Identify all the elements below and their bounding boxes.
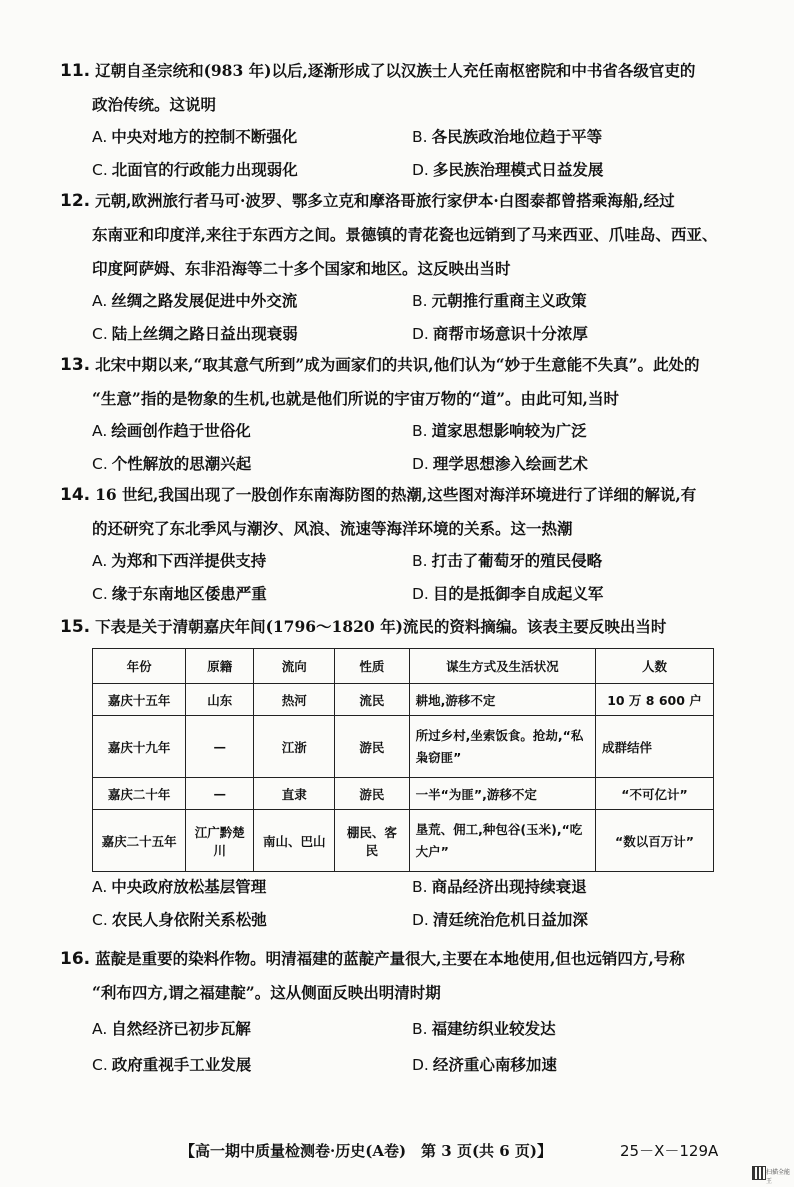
option-label: B. — [412, 422, 428, 440]
option-label: D. — [412, 161, 429, 179]
table-row — [93, 778, 714, 810]
options — [92, 122, 760, 192]
option-text: 理学思想渗入绘画艺术 — [432, 454, 588, 473]
option-d[interactable] — [412, 579, 603, 609]
option-b[interactable] — [412, 122, 602, 152]
table-cell: 江广黔楚川 — [186, 810, 254, 872]
table-cell: “数以百万计” — [595, 810, 713, 872]
option-label: B. — [412, 552, 428, 570]
column-header: 原籍 — [186, 649, 254, 684]
scanner-watermark: 扫描全能王 — [766, 1169, 791, 1185]
options — [92, 416, 760, 486]
table-cell: 流民 — [335, 684, 410, 716]
table-cell: — — [186, 716, 254, 778]
option-text: 缘于东南地区倭患严重 — [111, 584, 267, 603]
option-label: B. — [412, 292, 428, 310]
migrant-data-table — [92, 648, 714, 872]
option-text: 北面官的行政能力出现弱化 — [111, 160, 298, 179]
stem-line: 东南亚和印度洋,来往于东西方之间。景德镇的青花瓷也远销到了马来西亚、爪哇岛、西亚、 — [92, 225, 718, 244]
option-c[interactable] — [92, 905, 267, 935]
stem-line: 元朝,欧洲旅行者马可·波罗、鄂多立克和摩洛哥旅行家伊本·白图泰都曾搭乘海船,经过 — [95, 191, 675, 210]
paper-code: 25－X－129A — [620, 1142, 719, 1160]
option-a[interactable] — [92, 872, 266, 902]
option-label: D. — [412, 455, 429, 473]
option-text: 商帮市场意识十分浓厚 — [432, 324, 588, 343]
option-label: A. — [92, 1020, 108, 1038]
table-cell: 嘉庆二十五年 — [93, 810, 186, 872]
option-d[interactable] — [412, 1050, 557, 1080]
option-text: 绘画创作趋于世俗化 — [111, 421, 251, 440]
option-label: C. — [92, 911, 108, 929]
stem-line: 的还研究了东北季风与潮汐、风浪、流速等海洋环境的关系。这一热潮 — [92, 519, 573, 538]
option-text: 道家思想影响较为广泛 — [431, 421, 587, 440]
question-stem — [60, 610, 760, 644]
question-number: 14. — [60, 485, 91, 505]
qr-code-icon — [752, 1166, 766, 1180]
option-text: 各民族政治地位趋于平等 — [431, 127, 603, 146]
question-number: 12. — [60, 191, 91, 211]
question-stem — [60, 184, 760, 286]
option-text: 清廷统治危机日益加深 — [432, 910, 588, 929]
option-label: A. — [92, 128, 108, 146]
option-a[interactable] — [92, 546, 266, 576]
column-header: 年份 — [93, 649, 186, 684]
question-14 — [60, 478, 760, 616]
table-cell: 游民 — [335, 778, 410, 810]
question-number: 13. — [60, 355, 91, 375]
column-header: 流向 — [254, 649, 335, 684]
stem-line: 蓝靛是重要的染料作物。明清福建的蓝靛产量很大,主要在本地使用,但也远销四方,号称 — [95, 949, 685, 968]
stem-line: 下表是关于清朝嘉庆年间(1796～1820 年)流民的资料摘编。该表主要反映出当时 — [95, 617, 667, 636]
question-13 — [60, 348, 760, 486]
page-footer — [180, 1140, 719, 1161]
table-cell: 一半“为匪”,游移不定 — [409, 778, 595, 810]
option-label: C. — [92, 585, 108, 603]
table-cell: 江浙 — [254, 716, 335, 778]
question-15-options — [60, 872, 760, 942]
question-stem — [60, 54, 760, 122]
option-label: C. — [92, 455, 108, 473]
table-cell: 耕地,游移不定 — [409, 684, 595, 716]
option-b[interactable] — [412, 872, 587, 902]
option-text: 中央对地方的控制不断强化 — [111, 127, 298, 146]
options — [92, 286, 760, 356]
option-d[interactable] — [412, 449, 588, 479]
stem-line: 印度阿萨姆、东非沿海等二十多个国家和地区。这反映出当时 — [92, 259, 511, 278]
option-c[interactable] — [92, 449, 251, 479]
table-cell: 嘉庆十九年 — [93, 716, 186, 778]
column-header: 人数 — [595, 649, 713, 684]
option-label: A. — [92, 422, 108, 440]
options — [92, 1014, 760, 1084]
table-header-row — [93, 649, 714, 684]
stem-line: 辽朝自圣宗统和(983 年)以后,逐渐形成了以汉族士人充任南枢密院和中书省各级官吏的 — [95, 61, 696, 80]
option-text: 陆上丝绸之路日益出现衰弱 — [111, 324, 298, 343]
option-label: B. — [412, 128, 428, 146]
question-stem — [60, 348, 760, 416]
option-label: D. — [412, 1056, 429, 1074]
table-cell: 10 万 8 600 户 — [595, 684, 713, 716]
option-label: D. — [412, 585, 429, 603]
question-16 — [60, 942, 760, 1080]
option-b[interactable] — [412, 416, 587, 446]
option-b[interactable] — [412, 1014, 556, 1044]
table-cell: 成群结伴 — [595, 716, 713, 778]
option-b[interactable] — [412, 286, 587, 316]
question-12 — [60, 184, 760, 356]
option-text: 打击了葡萄牙的殖民侵略 — [431, 551, 603, 570]
option-b[interactable] — [412, 546, 602, 576]
option-label: A. — [92, 292, 108, 310]
option-text: 目的是抵御李自成起义军 — [432, 584, 604, 603]
option-c[interactable] — [92, 319, 298, 349]
option-text: 自然经济已初步瓦解 — [111, 1019, 251, 1038]
table-cell: 热河 — [254, 684, 335, 716]
stem-line: “生意”指的是物象的生机,也就是他们所说的宇宙万物的“道”。由此可知,当时 — [92, 389, 619, 408]
table-cell: 所过乡村,坐索饭食。抢劫,“私枭窃匪” — [409, 716, 595, 778]
footer-title: 【高一期中质量检测卷·历史(A卷) 第 3 页(共 6 页)】 — [180, 1142, 553, 1160]
option-text: 元朝推行重商主义政策 — [431, 291, 587, 310]
option-c[interactable] — [92, 1050, 251, 1080]
option-label: B. — [412, 1020, 428, 1038]
option-text: 农民人身依附关系松弛 — [111, 910, 267, 929]
option-text: 为郑和下西洋提供支持 — [111, 551, 267, 570]
column-header: 性质 — [335, 649, 410, 684]
table-cell: 游民 — [335, 716, 410, 778]
question-11 — [60, 54, 760, 192]
table-row — [93, 810, 714, 872]
option-text: 经济重心南移加速 — [432, 1055, 557, 1074]
option-text: 中央政府放松基层管理 — [111, 877, 267, 896]
question-15 — [60, 610, 760, 644]
options — [92, 872, 760, 942]
option-text: 福建纺织业较发达 — [431, 1019, 556, 1038]
option-d[interactable] — [412, 319, 588, 349]
table-cell: 嘉庆十五年 — [93, 684, 186, 716]
table-row — [93, 684, 714, 716]
option-label: D. — [412, 911, 429, 929]
option-c[interactable] — [92, 155, 298, 185]
stem-line: 北宋中期以来,“取其意气所到”成为画家们的共识,他们认为“妙于生意能不失真”。此处的 — [95, 355, 700, 374]
options — [92, 546, 760, 616]
option-text: 政府重视手工业发展 — [111, 1055, 252, 1074]
option-text: 商品经济出现持续衰退 — [431, 877, 587, 896]
question-stem — [60, 478, 760, 546]
option-a[interactable] — [92, 1014, 251, 1044]
option-label: C. — [92, 1056, 108, 1074]
stem-line: 16 世纪,我国出现了一股创作东南海防图的热潮,这些图对海洋环境进行了详细的解说,有 — [95, 485, 697, 504]
option-label: C. — [92, 161, 108, 179]
table-row — [93, 716, 714, 778]
option-label: C. — [92, 325, 108, 343]
option-a[interactable] — [92, 286, 297, 316]
option-a[interactable] — [92, 416, 251, 446]
option-label: A. — [92, 552, 108, 570]
option-a[interactable] — [92, 122, 297, 152]
option-label: B. — [412, 878, 428, 896]
table-cell: 嘉庆二十年 — [93, 778, 186, 810]
table-cell: 直隶 — [254, 778, 335, 810]
table-cell: 山东 — [186, 684, 254, 716]
question-number: 11. — [60, 61, 91, 81]
table-cell: “不可亿计” — [595, 778, 713, 810]
option-label: D. — [412, 325, 429, 343]
table-cell: 棚民、客民 — [335, 810, 410, 872]
table-cell: 垦荒、佣工,种包谷(玉米),“吃大户” — [409, 810, 595, 872]
stem-line: 政治传统。这说明 — [92, 95, 217, 114]
column-header: 谋生方式及生活状况 — [409, 649, 595, 684]
table-cell: 南山、巴山 — [254, 810, 335, 872]
option-d[interactable] — [412, 905, 588, 935]
question-number: 16. — [60, 949, 91, 969]
stem-line: “利布四方,谓之福建靛”。这从侧面反映出明清时期 — [92, 983, 441, 1002]
question-number: 15. — [60, 617, 91, 637]
option-text: 个性解放的思潮兴起 — [111, 454, 252, 473]
question-stem — [60, 942, 760, 1010]
option-d[interactable] — [412, 155, 603, 185]
option-text: 多民族治理模式日益发展 — [432, 160, 604, 179]
option-label: A. — [92, 878, 108, 896]
option-c[interactable] — [92, 579, 267, 609]
table-cell: — — [186, 778, 254, 810]
option-text: 丝绸之路发展促进中外交流 — [111, 291, 298, 310]
